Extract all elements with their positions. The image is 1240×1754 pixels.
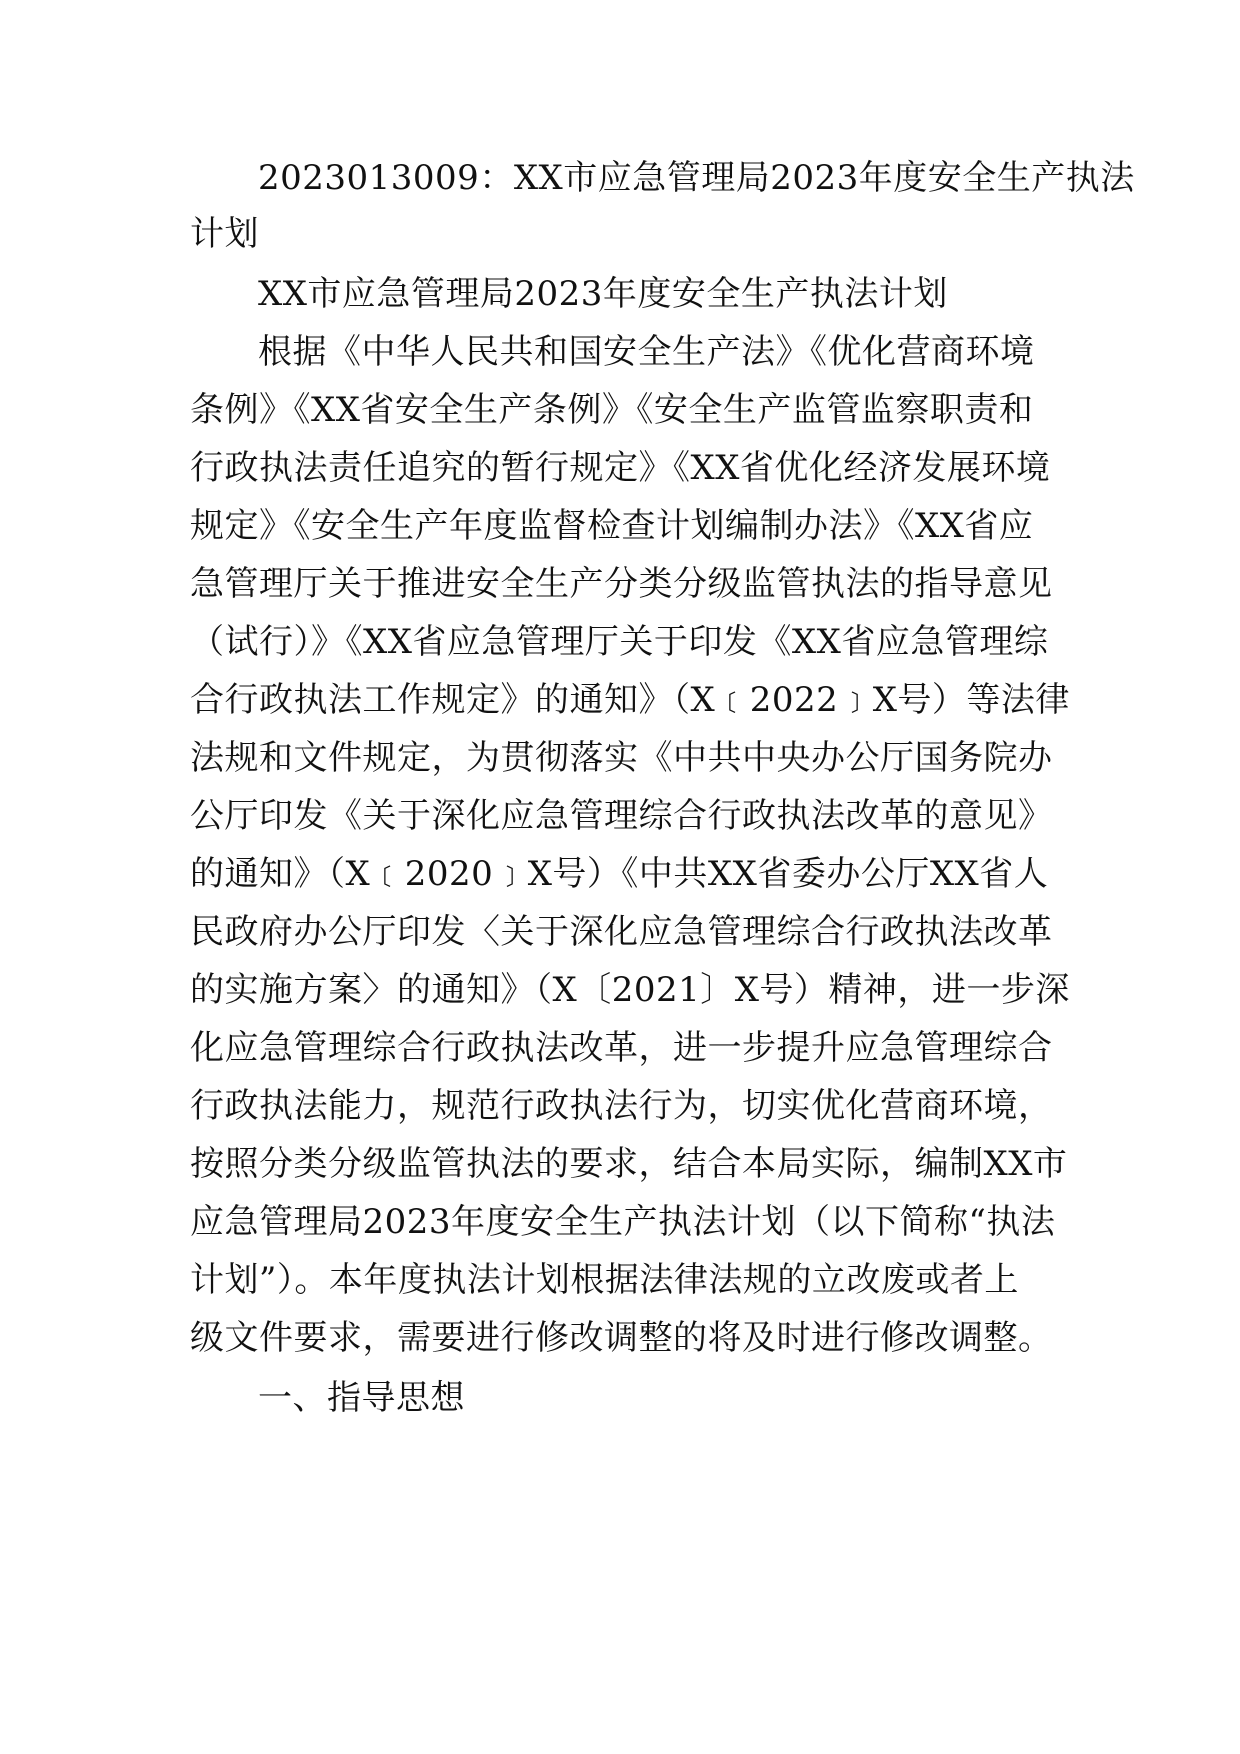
paragraph-line: 计划”）。本年度执法计划根据法律法规的立改废或者上 bbox=[190, 1260, 1019, 1300]
paragraph-line: 行政执法责任追究的暂行规定》《XX省优化经济发展环境 bbox=[190, 448, 1051, 488]
paragraph-line: 按照分类分级监管执法的要求，结合本局实际，编制XX市 bbox=[190, 1144, 1068, 1184]
paragraph-line: 化应急管理综合行政执法改革，进一步提升应急管理综合 bbox=[190, 1028, 1053, 1068]
paragraph-line: 根据《中华人民共和国安全生产法》《优化营商环境 bbox=[258, 332, 1035, 372]
paragraph-line: 法规和文件规定，为贯彻落实《中共中央办公厅国务院办 bbox=[190, 738, 1053, 778]
paragraph-line: （试行）》《XX省应急管理厅关于印发《XX省应急管理综 bbox=[190, 622, 1049, 662]
paragraph-line: 级文件要求，需要进行修改调整的将及时进行修改调整。 bbox=[190, 1318, 1053, 1358]
document-heading-line-1: 2023013009：XX市应急管理局2023年度安全生产执法 bbox=[258, 158, 1135, 198]
document-heading-line-2: 计划 bbox=[190, 214, 259, 254]
paragraph-line: 民政府办公厅印发〈关于深化应急管理综合行政执法改革 bbox=[190, 912, 1053, 952]
paragraph-line: 的实施方案〉的通知》（X〔2021〕X号）精神，进一步深 bbox=[190, 970, 1070, 1010]
paragraph-line: 行政执法能力，规范行政执法行为，切实优化营商环境， bbox=[190, 1086, 1053, 1126]
paragraph-line: 条例》《XX省安全生产条例》《安全生产监管监察职责和 bbox=[190, 390, 1034, 430]
paragraph-line: 的通知》（X﹝2020﹞X号）《中共XX省委办公厅XX省人 bbox=[190, 854, 1049, 894]
paragraph-line: 合行政执法工作规定》的通知》（X﹝2022﹞X号）等法律 bbox=[190, 680, 1070, 720]
document-title: XX市应急管理局2023年度安全生产执法计划 bbox=[258, 274, 948, 314]
section-heading: 一、指导思想 bbox=[258, 1378, 465, 1418]
paragraph-line: 公厅印发《关于深化应急管理综合行政执法改革的意见》 bbox=[190, 796, 1053, 836]
paragraph-line: 应急管理局2023年度安全生产执法计划（以下简称“执法 bbox=[190, 1202, 1056, 1242]
paragraph-line: 急管理厅关于推进安全生产分类分级监管执法的指导意见 bbox=[190, 564, 1053, 604]
paragraph-line: 规定》《安全生产年度监督检查计划编制办法》《XX省应 bbox=[190, 506, 1034, 546]
